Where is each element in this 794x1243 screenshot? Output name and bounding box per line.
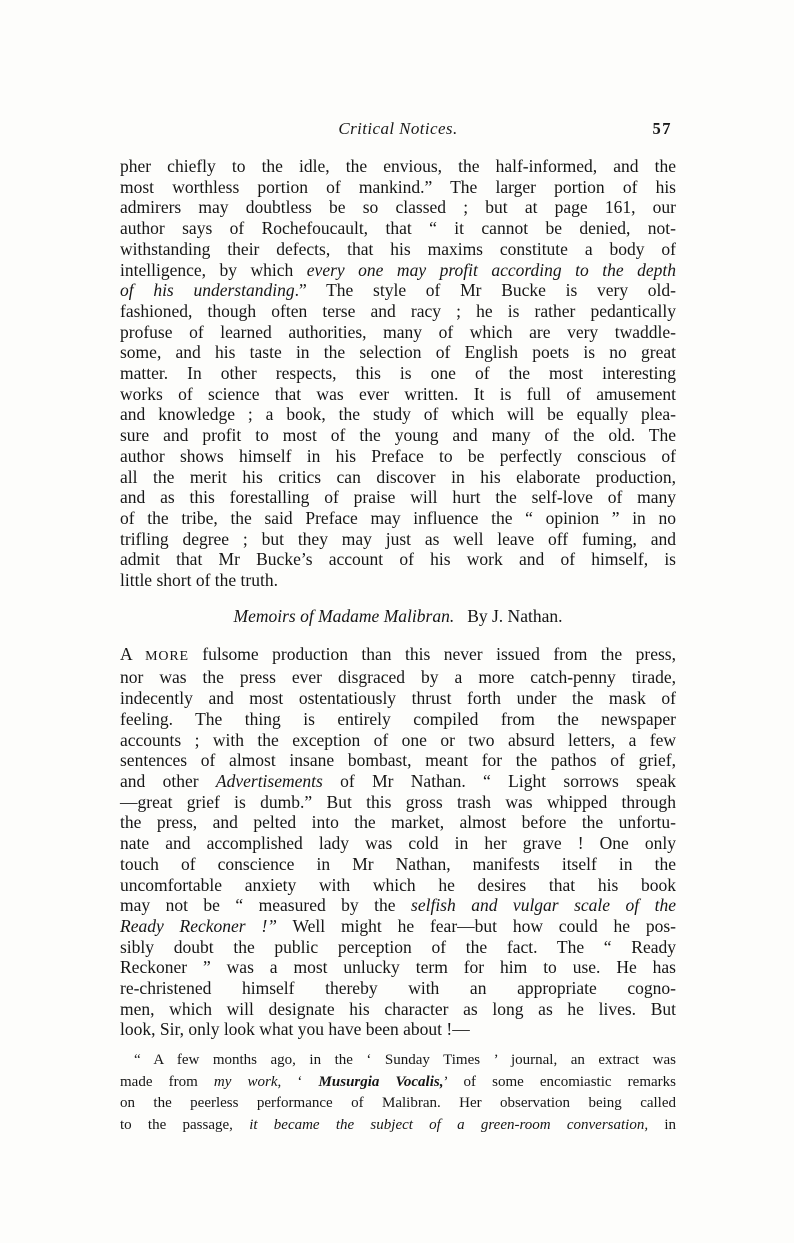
text-run: men, which will designate his character as long as he lives. But [120, 998, 676, 1019]
text-run: and knowledge ; a book, the study of which will be equally plea- [120, 404, 676, 425]
text-line [120, 916, 676, 937]
text-run: —great grief is dumb.” But this gross trash was whipped through [120, 791, 676, 812]
text-run: profuse of learned authorities, many of which are very twaddle- [120, 321, 676, 342]
text-run: “ A few months ago, in the ‘ Sunday Times ’ journal, an extract was [134, 1052, 676, 1069]
text-line [120, 260, 676, 281]
text-run: fulsome production than this never issued from the press, [188, 643, 676, 664]
text-line [120, 197, 676, 218]
paragraph-bucke-review [120, 156, 676, 591]
text-line [120, 606, 676, 627]
section-heading-malibran [120, 606, 676, 627]
text-line [120, 363, 676, 384]
text-run: By J. Nathan. [467, 605, 563, 626]
page-body [120, 156, 676, 1136]
text-run: withstanding their defects, that his maxims constitute a body of [120, 238, 676, 259]
text-run: fashioned, though often terse and racy ; he is rather pedantically [120, 300, 676, 321]
text-run: MORE [145, 648, 189, 664]
quote-extract [120, 1050, 676, 1136]
text-run: my work [213, 1073, 278, 1090]
text-line [120, 342, 676, 363]
text-run: of Mr Nathan. “ Light sorrows speak [322, 770, 676, 791]
text-run: , ‘ [277, 1073, 319, 1090]
text-line [120, 1072, 676, 1094]
text-run: little short of the truth. [120, 570, 278, 591]
text-line [120, 999, 676, 1020]
text-run: works of science that was ever written. It is full of amusement [120, 383, 676, 404]
text-line [120, 771, 676, 792]
text-run: Reckoner ” was a most unlucky term for him to use. He has [120, 957, 676, 978]
text-run: it became the subject of a green-room conversation, [249, 1116, 649, 1133]
text-line [120, 404, 676, 425]
text-line [120, 177, 676, 198]
text-run: admit that Mr Bucke’s account of his work and of himself, is [120, 549, 676, 570]
text-run: Memoirs of Madame Malibran. [233, 605, 455, 626]
text-run: selfish and vulgar scale of the [411, 895, 676, 916]
text-run: made from [120, 1073, 214, 1090]
text-line [120, 467, 676, 488]
text-line [120, 425, 676, 446]
paragraph-malibran-review [120, 644, 676, 1040]
text-line [120, 957, 676, 978]
text-run: Ready Reckoner !” [120, 915, 278, 936]
text-run: author shows himself in his Preface to be perfectly conscious of [120, 445, 676, 466]
text-run: feeling. The thing is entirely compiled from the newspaper [120, 708, 676, 729]
text-run: indecently and most ostentatiously thrust forth under the mask of [120, 688, 676, 709]
text-run: uncomfortable anxiety with which he desires that his book [120, 874, 676, 895]
text-line [120, 895, 676, 916]
text-run: Well might he fear—but how could he pos- [277, 915, 676, 936]
text-run: look, Sir, only look what you have been about !— [120, 1019, 470, 1040]
text-run: Musurgia Vocalis, [318, 1073, 444, 1090]
text-run: sure and profit to most of the young and many of the old. The [120, 425, 676, 446]
text-run: most worthless portion of mankind.” The larger portion of his [120, 176, 676, 197]
text-line [120, 854, 676, 875]
text-run: every one may profit according to the depth [306, 259, 676, 280]
text-run: admirers may doubtless be so classed ; but at page 161, our [120, 197, 676, 218]
text-run: intelligence, by which [120, 259, 307, 280]
text-line [120, 570, 676, 591]
text-line [120, 446, 676, 467]
text-run: of the tribe, the said Preface may influence the “ opinion ” in no [120, 507, 676, 528]
text-line [120, 978, 676, 999]
text-run: .” The style of Mr Bucke is very old- [294, 280, 676, 301]
text-run: nor was the press ever disgraced by a more catch-penny tirade, [120, 667, 676, 688]
text-line [120, 487, 676, 508]
text-run: A [120, 643, 146, 664]
text-line [120, 322, 676, 343]
text-run: Advertisements [215, 770, 323, 791]
text-run: may not be “ measured by the [120, 895, 412, 916]
text-run: sentences of almost insane bombast, meant for the pathos of grief, [120, 750, 676, 771]
text-line [120, 644, 676, 668]
text-run: accounts ; with the exception of one or two absurd letters, a few [120, 729, 676, 750]
text-line [120, 1093, 676, 1115]
text-run: pher chiefly to the idle, the envious, the half-informed, and the [120, 156, 676, 176]
text-line [120, 384, 676, 405]
text-run: touch of conscience in Mr Nathan, manifests itself in the [120, 853, 676, 874]
text-run: some, and his taste in the selection of English poets is no great [120, 342, 676, 363]
text-run: the press, and pelted into the market, almost before the unfortu- [120, 812, 676, 833]
text-line [120, 280, 676, 301]
text-area [120, 119, 676, 1136]
text-line [120, 812, 676, 833]
text-line [120, 218, 676, 239]
text-run: to the passage, [120, 1116, 250, 1133]
text-line [120, 667, 676, 688]
text-line [120, 508, 676, 529]
text-line [120, 688, 676, 709]
text-run: and other [120, 770, 216, 791]
text-run: all the merit his critics can discover in his elaborate production, [120, 466, 676, 487]
text-run: on the peerless performance of Malibran. Her observation being called [120, 1095, 676, 1112]
text-line [120, 1050, 676, 1072]
text-run: re-christened himself thereby with an appropriate cogno- [120, 978, 676, 999]
page-number: 57 [652, 119, 672, 138]
text-run: trifling degree ; but they may just as well leave off fuming, and [120, 528, 676, 549]
text-line [120, 156, 676, 177]
text-line [120, 937, 676, 958]
text-line [120, 875, 676, 896]
text-line [120, 709, 676, 730]
text-run: matter. In other respects, this is one of the most interesting [120, 363, 676, 384]
text-run: sibly doubt the public perception of the fact. The “ Ready [120, 936, 676, 957]
running-head [120, 119, 676, 139]
text-line [120, 549, 676, 570]
text-line [120, 1019, 676, 1040]
text-run: author says of Rochefoucault, that “ it cannot be denied, not- [120, 218, 676, 239]
text-line [120, 750, 676, 771]
text-line [120, 239, 676, 260]
text-line [120, 792, 676, 813]
text-run: of his understanding [120, 280, 295, 301]
text-line [120, 833, 676, 854]
text-line [120, 1115, 676, 1137]
text-run: nate and accomplished lady was cold in her grave ! One only [120, 833, 676, 854]
text-run: in [648, 1116, 677, 1133]
text-line [120, 529, 676, 550]
text-line [120, 730, 676, 751]
text-run: ’ of some encomiastic remarks [443, 1073, 676, 1090]
running-title: Critical Notices. [338, 119, 458, 138]
text-line [120, 301, 676, 322]
text-run: and as this forestalling of praise will hurt the self-love of many [120, 487, 676, 508]
